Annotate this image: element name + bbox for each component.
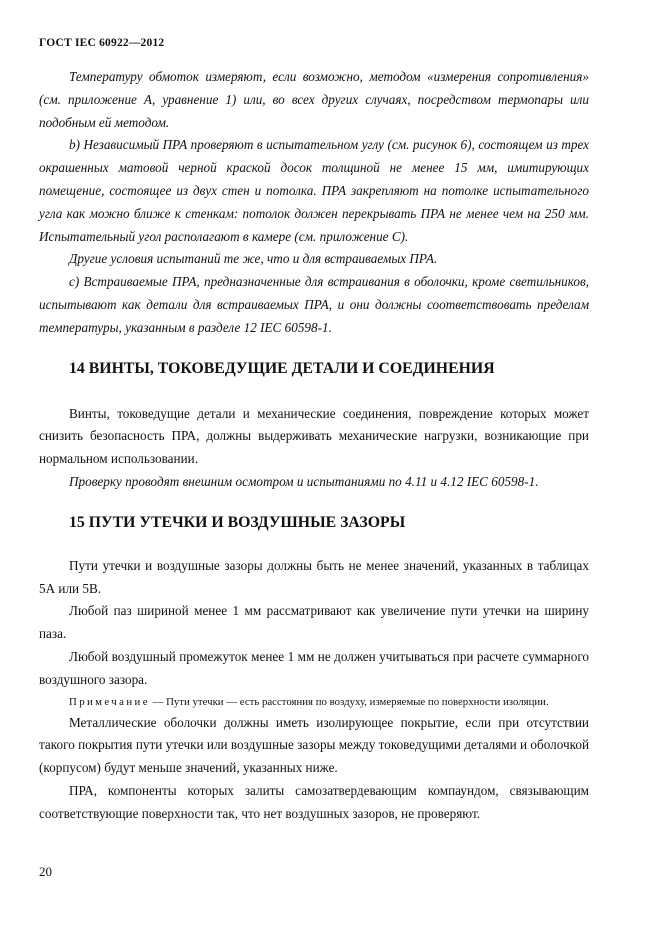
- section-15-paragraph-3: Любой воздушный промежуток менее 1 мм не должен учитываться при расчете суммарного воздушного зазора.: [39, 648, 589, 687]
- paragraph-winding-temperature: Температуру обмоток измеряют, если возможно, методом «измерения сопротивления» (см. приложение А, уравнение 1) или, во всех других случаях, посредством термопары или подобным ей методом.: [39, 69, 589, 130]
- section-15-note: [39, 692, 589, 712]
- section-14-check-paragraph: Проверку проводят внешним осмотром и испытаниями по 4.11 и 4.12 IEC 60598-1.: [69, 473, 539, 489]
- paragraph-built-in-ballast: c) Встраиваемые ПРА, предназначенные для встраивания в оболочки, кроме светильников, испытывают как детали для встраиваемых ПРА, и они должны соответствовать пределам температуры, указанным в разделе 12 IEC 60598-1.: [39, 274, 589, 335]
- paragraph-independent-ballast: b) Независимый ПРА проверяют в испытательном углу (см. рисунок 6), состоящем из трех окрашенных матовой черной краской досок толщиной не менее 15 мм, имитирующих помещение, состоящее из двух стен и потолка. ПРА закрепляют на потолке испытательного угла как можно ближе к стенкам: потолок должен перекрывать ПРА не менее чем на 250 мм. Испытательный угол располагают в камере (см. приложение С).: [39, 137, 589, 244]
- section-15-paragraph-5: ПРА, компоненты которых залиты самозатвердевающим компаундом, связывающим соответствующие поверхности так, что нет воздушных зазоров, не проверяют.: [39, 782, 589, 821]
- section-15-paragraph-2: Любой паз шириной менее 1 мм рассматривают как увеличение пути утечки на ширину паза.: [39, 603, 589, 642]
- page-number: 20: [39, 864, 52, 879]
- document-header: ГОСТ IEC 60922—2012: [39, 37, 165, 49]
- section-15-heading: 15 ПУТИ УТЕЧКИ И ВОЗДУШНЫЕ ЗАЗОРЫ: [69, 513, 406, 531]
- paragraph-other-conditions: Другие условия испытаний те же, что и для встраиваемых ПРА.: [69, 251, 438, 267]
- document-body: [39, 66, 589, 826]
- section-15-paragraph-4: Металлические оболочки должны иметь изолирующее покрытие, если при отсутствии такого покрытия пути утечки или воздушные зазоры между токоведущими деталями и оболочкой (корпусом) будут меньше значений, указанных ниже.: [39, 714, 589, 776]
- section-15-paragraph-1: Пути утечки и воздушные зазоры должны быть не менее значений, указанных в таблицах 5А или 5В.: [39, 557, 589, 596]
- section-14-heading: 14 ВИНТЫ, ТОКОВЕДУЩИЕ ДЕТАЛИ И СОЕДИНЕНИЯ: [69, 359, 495, 377]
- section-14-paragraph-1: Винты, токоведущие детали и механические соединения, повреждение которых может снизить безопасность ПРА, должны выдерживать механические нагрузки, возникающие при нормальном использовании.: [39, 405, 589, 467]
- note-label: Примечание: [69, 695, 150, 708]
- note-text: — Пути утечки — есть расстояния по воздуху, измеряемые по поверхности изоляции.: [149, 695, 549, 708]
